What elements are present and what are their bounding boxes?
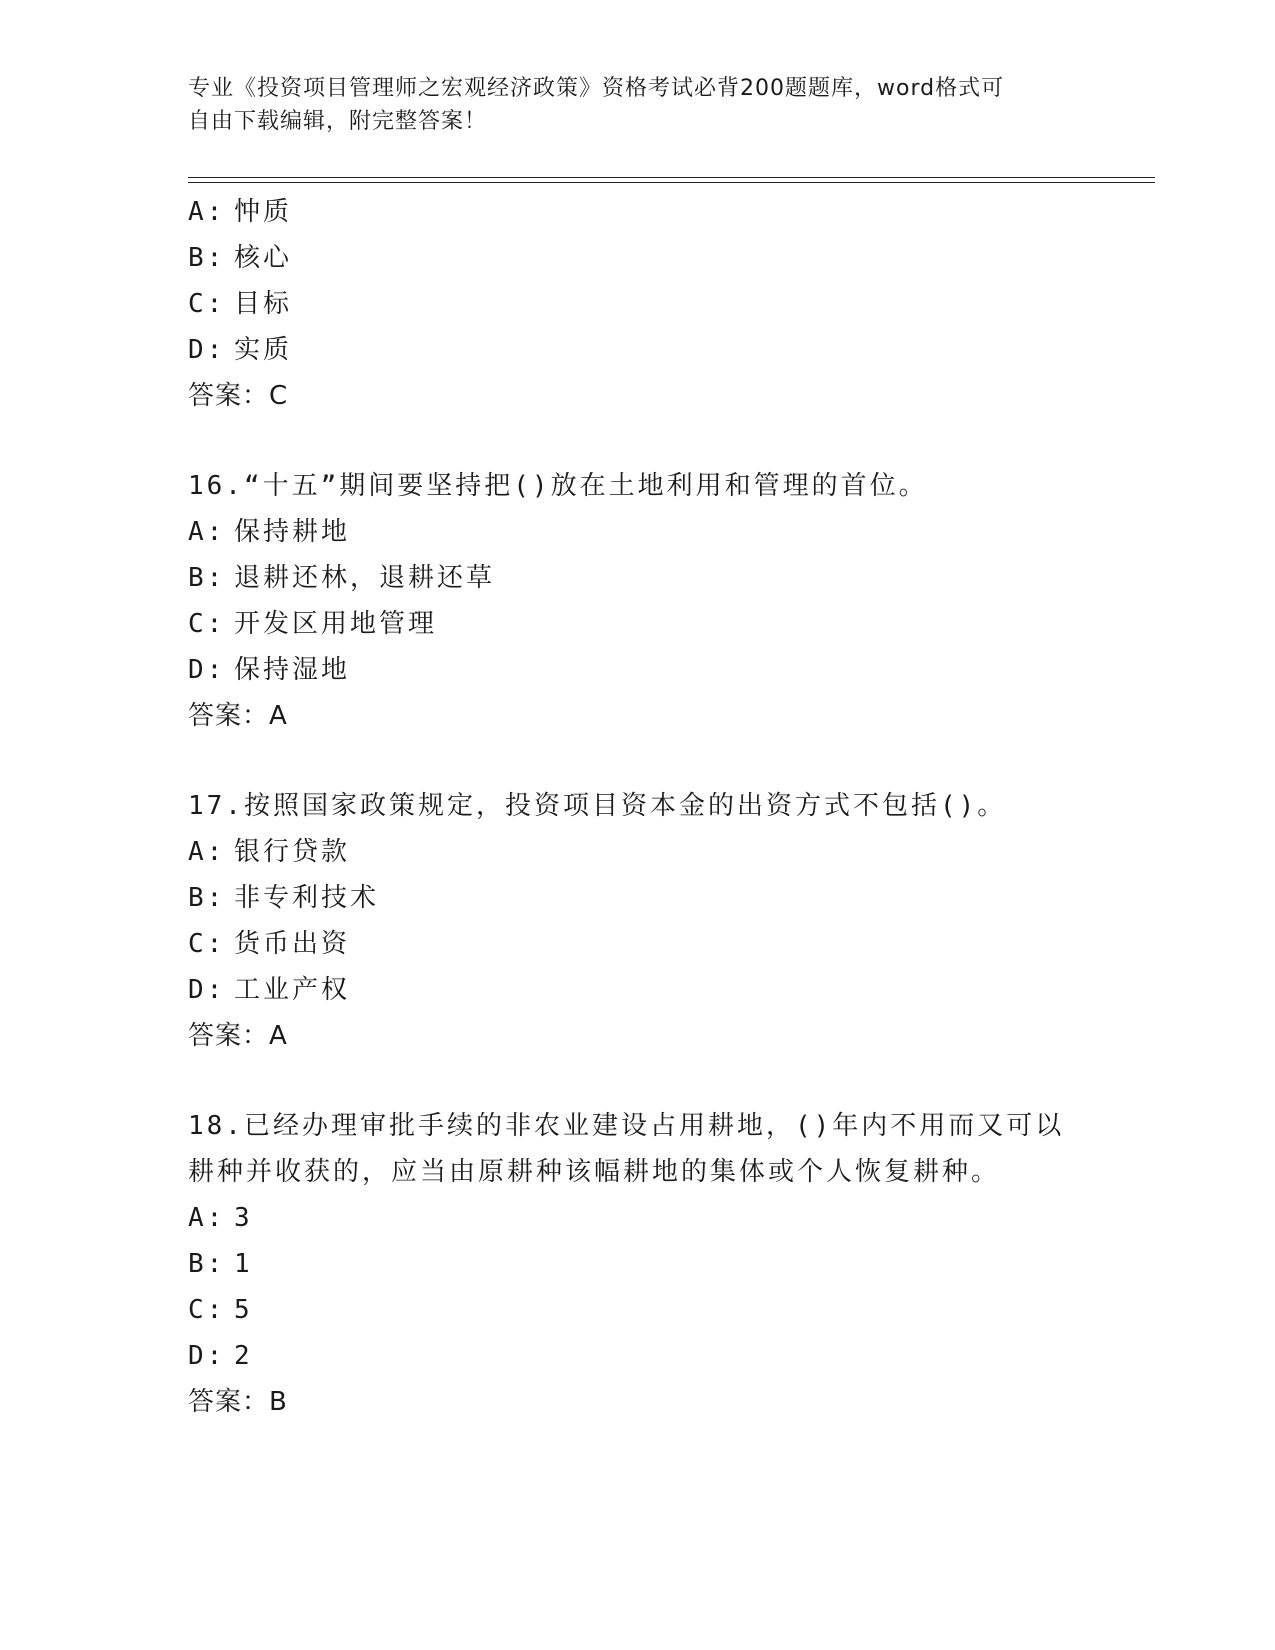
option-b	[188, 235, 1148, 281]
option-letter: C:	[188, 1295, 226, 1325]
option-c	[188, 281, 1148, 327]
option-letter: B:	[188, 243, 226, 273]
option-letter: B:	[188, 1249, 226, 1279]
option-a	[188, 829, 1148, 875]
question-text: 17.按照国家政策规定，投资项目资本金的出资方式不包括()。	[188, 791, 1007, 821]
option-text: 目标	[234, 289, 293, 319]
document-header	[188, 72, 1088, 138]
option-c	[188, 921, 1148, 967]
option-letter: A:	[188, 197, 226, 227]
option-letter: C:	[188, 609, 226, 639]
option-text: 保持耕地	[234, 517, 351, 547]
header-line-2: 自由下载编辑，附完整答案！	[188, 109, 488, 134]
option-letter: A:	[188, 517, 226, 547]
option-letter: B:	[188, 883, 226, 913]
option-text: 3	[234, 1203, 253, 1233]
option-letter: C:	[188, 289, 226, 319]
option-a	[188, 189, 1148, 235]
option-b	[188, 1241, 1148, 1287]
option-text: 核心	[234, 243, 293, 273]
option-text: 实质	[234, 335, 293, 365]
answer-line: 答案：B	[188, 1387, 288, 1417]
answer-line: 答案：C	[188, 381, 289, 411]
option-c	[188, 1287, 1148, 1333]
question-block-18	[188, 1103, 1148, 1425]
question-block-15	[188, 189, 1148, 419]
option-c	[188, 601, 1148, 647]
option-text: 退耕还林，退耕还草	[234, 563, 496, 593]
option-text: 5	[234, 1295, 253, 1325]
option-letter: D:	[188, 1341, 226, 1371]
option-letter: B:	[188, 563, 226, 593]
header-divider-bottom	[188, 182, 1155, 183]
option-letter: D:	[188, 655, 226, 685]
answer-line: 答案：A	[188, 1021, 288, 1051]
option-b	[188, 555, 1148, 601]
option-letter: A:	[188, 1203, 226, 1233]
question-list	[188, 189, 1148, 1425]
option-a	[188, 1195, 1148, 1241]
option-text: 保持湿地	[234, 655, 351, 685]
option-text: 货币出资	[234, 929, 351, 959]
option-d	[188, 967, 1148, 1013]
header-line-1: 专业《投资项目管理师之宏观经济政策》资格考试必背200题题库，word格式可	[188, 76, 1005, 101]
option-text: 开发区用地管理	[234, 609, 438, 639]
question-text: 16.“十五”期间要坚持把()放在土地利用和管理的首位。	[188, 471, 928, 501]
option-text: 忡质	[234, 197, 293, 227]
option-d	[188, 1333, 1148, 1379]
option-letter: D:	[188, 975, 226, 1005]
option-letter: D:	[188, 335, 226, 365]
option-d	[188, 327, 1148, 373]
option-text: 工业产权	[234, 975, 351, 1005]
question-block-16	[188, 463, 1148, 739]
option-text: 银行贷款	[234, 837, 351, 867]
option-text: 2	[234, 1341, 253, 1371]
option-d	[188, 647, 1148, 693]
answer-line: 答案：A	[188, 701, 288, 731]
option-a	[188, 509, 1148, 555]
option-b	[188, 875, 1148, 921]
header-divider-top	[188, 177, 1155, 178]
option-letter: A:	[188, 837, 226, 867]
question-text: 18.已经办理审批手续的非农业建设占用耕地，()年内不用而又可以耕种并收获的，应当由原耕种该幅耕地的集体或个人恢复耕种。	[188, 1111, 1065, 1187]
option-letter: C:	[188, 929, 226, 959]
question-block-17	[188, 783, 1148, 1059]
option-text: 非专利技术	[234, 883, 380, 913]
option-text: 1	[234, 1249, 253, 1279]
